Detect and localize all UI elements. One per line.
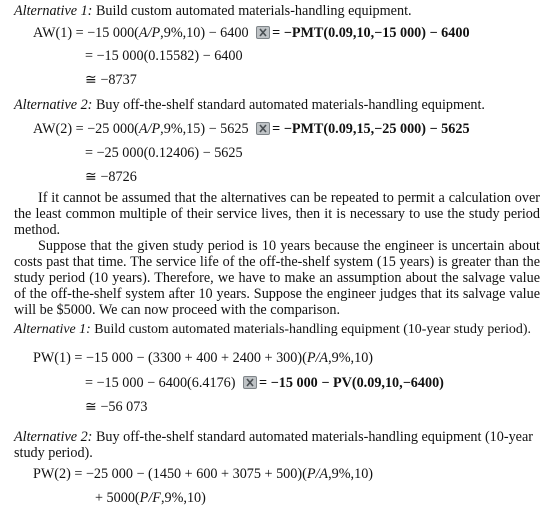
aw2-line1 xyxy=(33,121,470,138)
pw2-line1 xyxy=(33,466,373,483)
alt2-study-text: Buy off-the-shelf standard automated materials-handling equipment (10-year study period). xyxy=(14,429,533,461)
alt1-study-heading xyxy=(14,321,531,338)
pw1-line3: ≅ −56 073 xyxy=(85,399,148,415)
aw2-excel-formula: = −PMT(0.09,15,−25 000) − 5625 xyxy=(272,121,470,137)
pw1-lhs: PW(1) = xyxy=(33,350,86,366)
aw1-line2: = −15 000(0.15582) − 6400 xyxy=(85,48,243,64)
pw1-line1 xyxy=(33,350,373,367)
aw1-expr: −15 000(A/P,9%,10) − 6400 xyxy=(87,25,249,41)
excel-icon xyxy=(256,122,270,135)
excel-icon xyxy=(256,26,270,39)
aw1-lhs: AW(1) = xyxy=(33,25,88,41)
aw1-line3: ≅ −8737 xyxy=(85,72,137,88)
pw1-expr: −15 000 − (3300 + 400 + 2400 + 300)(P/A,9%,10) xyxy=(85,350,374,366)
alt2-text: Buy off-the-shelf standard automated materials-handling equipment. xyxy=(92,97,485,113)
alt2-label: Alternative 2: xyxy=(14,97,93,113)
alt2-heading xyxy=(14,97,485,114)
alt1-text: Build custom automated materials-handling equipment. xyxy=(92,3,412,19)
alt1-study-text: Build custom automated materials-handling equipment (10-year study period). xyxy=(90,322,531,337)
pw1-excel-formula: = −15 000 − PV(0.09,10,−6400) xyxy=(259,375,444,391)
pw2-expr: −25 000 − (1450 + 600 + 3075 + 500)(P/A,9%,10) xyxy=(85,466,374,482)
pw1-expr2: = −15 000 − 6400(6.4176) xyxy=(85,375,236,391)
pw2-line2: + 5000(P/F,9%,10) xyxy=(95,490,206,506)
aw1-line1 xyxy=(33,25,470,42)
alt1-label: Alternative 1: xyxy=(14,3,93,19)
pw2-lhs: PW(2) = xyxy=(33,466,86,482)
alt2-study-heading xyxy=(14,429,542,461)
aw2-line3: ≅ −8726 xyxy=(85,169,137,185)
excel-icon xyxy=(243,376,257,389)
aw1-excel-formula: = −PMT(0.09,10,−15 000) − 6400 xyxy=(272,25,470,41)
alt2-study-label: Alternative 2: xyxy=(14,429,93,445)
aw2-lhs: AW(2) = xyxy=(33,121,88,137)
alt1-heading xyxy=(14,3,412,20)
paragraph-salvage-assumption: Suppose that the given study period is 10 years because the engineer is uncertain about costs past that time. The service life of the off-the-shelf system (15 years) is greater than the study period (10 years). Therefore, we have to make an assumption about the salvage value of the off-the-shelf system after 10 years. Suppose the engineer judges that its salvage value will be $5000. We can now proceed with the comparison. xyxy=(14,238,540,318)
pw1-line2 xyxy=(85,375,444,392)
aw2-expr: −25 000(A/P,9%,15) − 5625 xyxy=(87,121,249,137)
aw2-line2: = −25 000(0.12406) − 5625 xyxy=(85,145,243,161)
alt1-study-label: Alternative 1: xyxy=(14,322,91,337)
paragraph-study-period-method: If it cannot be assumed that the alternatives can be repeated to permit a calculation over the least common multiple of their service lives, then it is necessary to use the study period method. xyxy=(14,190,540,238)
